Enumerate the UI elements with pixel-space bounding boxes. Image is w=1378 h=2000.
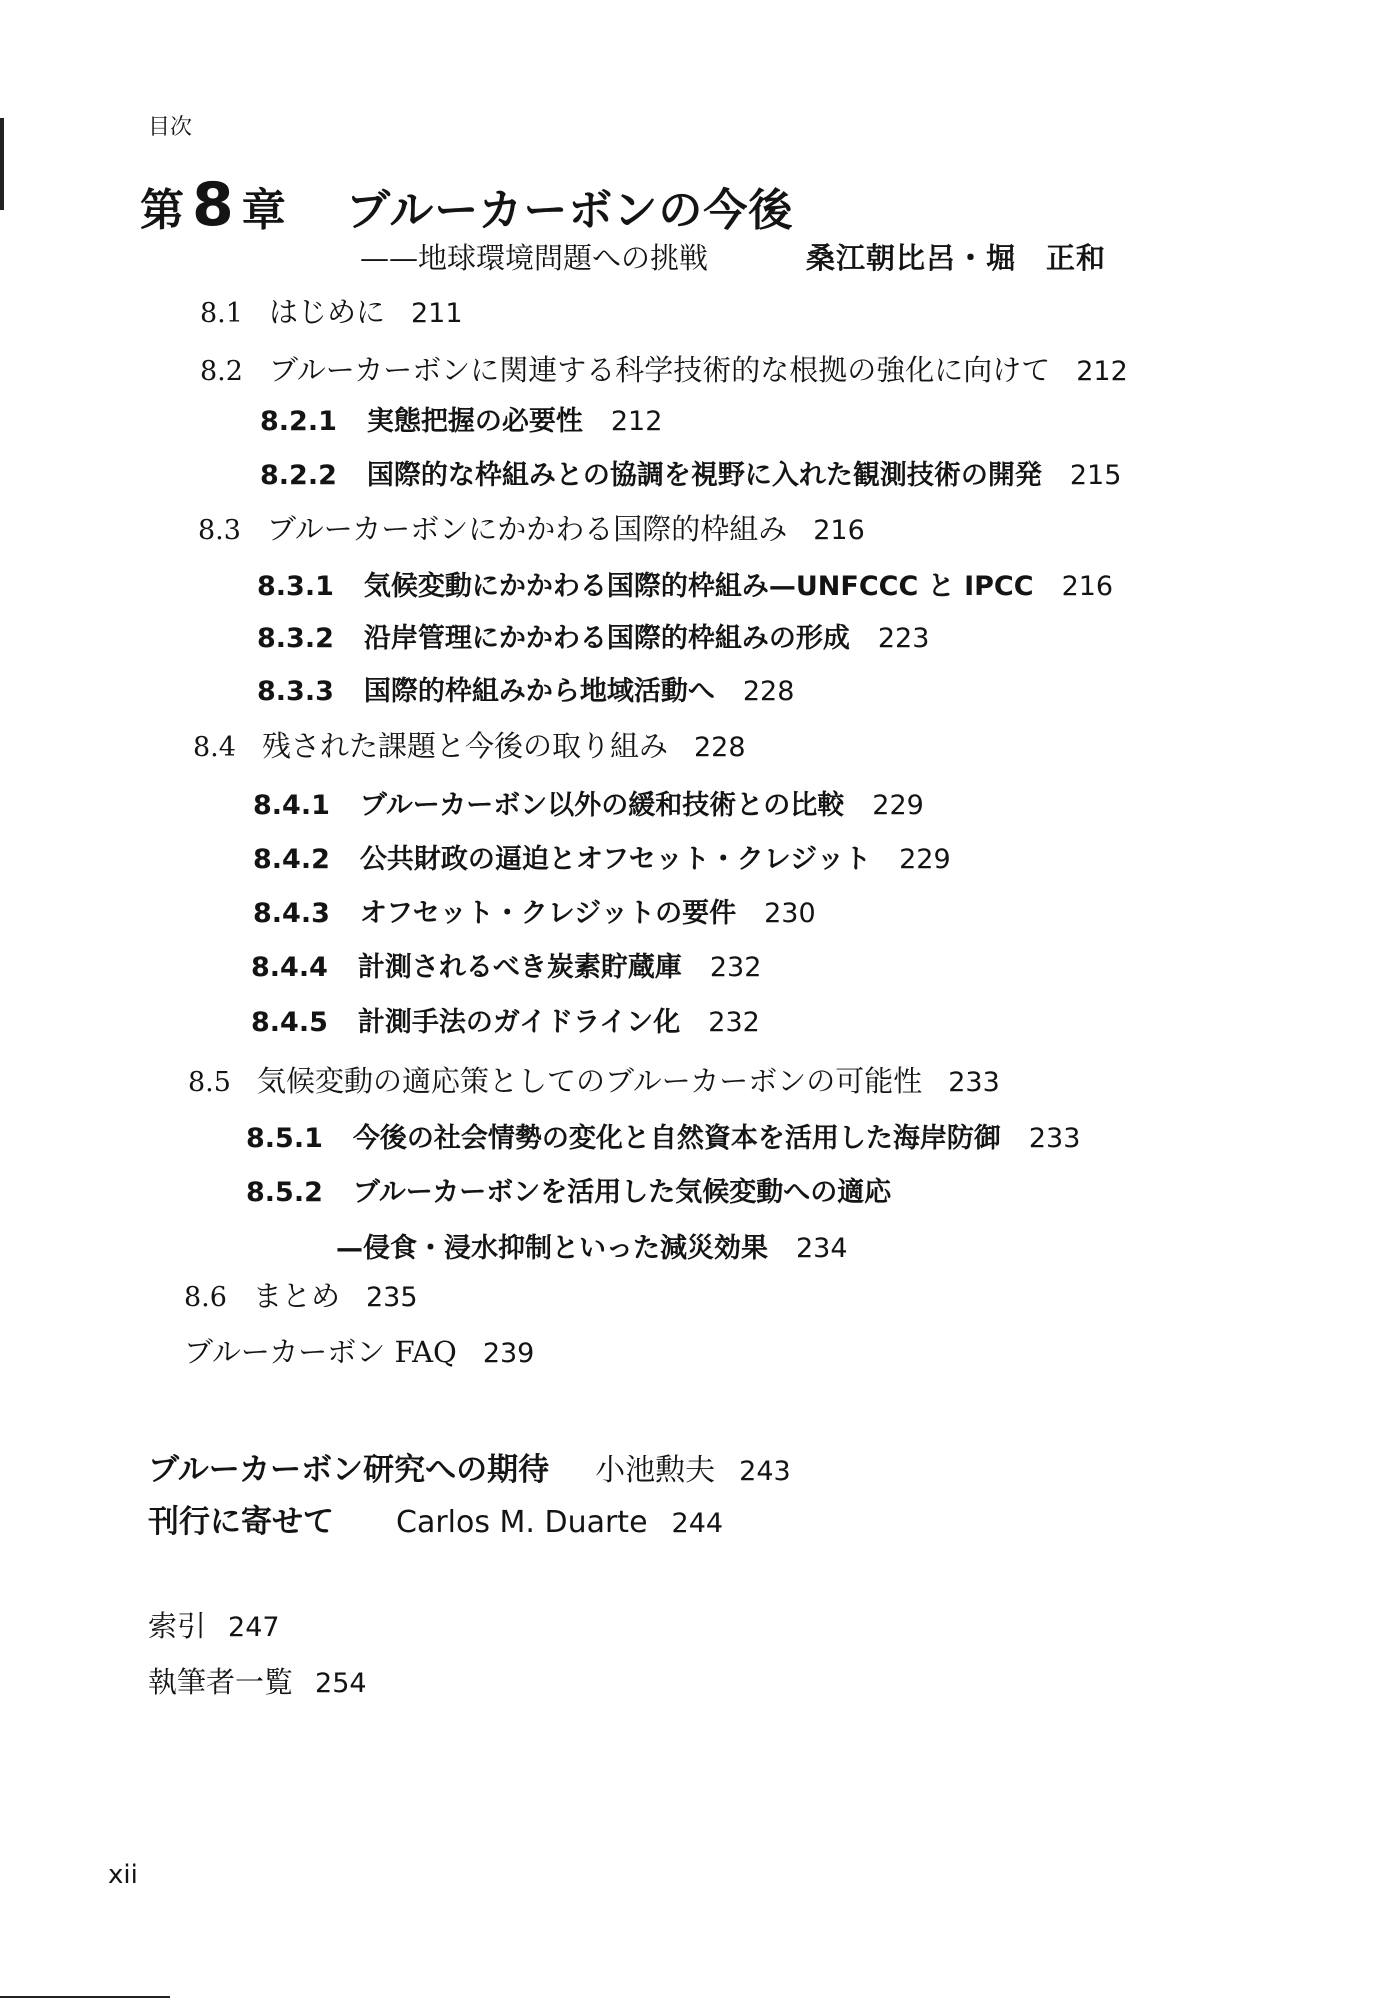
toc-subsection-8-5-2-line2[interactable] (336, 1226, 848, 1265)
section-page: 235 (365, 1282, 418, 1313)
subsection-page: 230 (764, 898, 816, 929)
section-number: 8.1 (200, 298, 243, 329)
section-title: ブルーカーボンにかかわる国際的枠組み (266, 512, 788, 546)
subsection-number: 8.5.2 (246, 1177, 323, 1208)
scan-edge-left (0, 118, 4, 210)
subsection-number: 8.4.1 (253, 790, 330, 821)
toc-subsection-8-5-2[interactable] (246, 1170, 891, 1209)
subsection-title: 実態把握の必要性 (366, 406, 583, 437)
chapter-label-pre: 第 (140, 185, 186, 236)
section-number: 8.2 (200, 356, 243, 387)
subsection-page: 232 (709, 952, 762, 983)
subsection-number: 8.2.1 (260, 406, 337, 437)
chapter-authors: 桑江朝比呂・堀 正和 (806, 241, 1107, 275)
back-matter-page: 244 (671, 1508, 724, 1539)
section-number: 8.4 (193, 732, 236, 763)
toc-section-8-6[interactable] (184, 1274, 418, 1315)
toc-section-8-3[interactable] (198, 507, 865, 548)
section-number: 8.3 (198, 515, 241, 546)
running-head: 目次 (148, 115, 193, 140)
subsection-page: 234 (796, 1233, 848, 1264)
section-title: ブルーカーボン FAQ (184, 1335, 457, 1369)
toc-back-matter-foreword[interactable] (148, 1496, 723, 1541)
back-matter-title: 刊行に寄せて (148, 1504, 334, 1540)
toc-subsection-8-4-2[interactable] (253, 837, 951, 876)
section-number: 8.6 (184, 1282, 227, 1313)
toc-back-matter-expectations[interactable] (148, 1444, 791, 1489)
subsection-title: 気候変動にかかわる国際的枠組み—UNFCCC と IPCC (363, 571, 1034, 602)
subsection-title: オフセット・クレジットの要件 (359, 898, 737, 929)
subsection-number: 8.2.2 (260, 460, 337, 491)
subsection-number: 8.3.2 (257, 623, 334, 654)
subsection-title: 沿岸管理にかかわる国際的枠組みの形成 (363, 623, 850, 654)
toc-section-8-1[interactable] (200, 290, 463, 331)
scan-edge-bottom (0, 1996, 170, 1998)
subsection-title: 計測されるべき炭素貯蔵庫 (357, 952, 682, 983)
toc-contributors[interactable] (148, 1660, 367, 1701)
section-number: 8.5 (188, 1067, 231, 1098)
toc-subsection-8-3-2[interactable] (257, 616, 929, 655)
subsection-title-line2: —侵食・浸水抑制といった減災効果 (336, 1233, 768, 1264)
index-page: 254 (315, 1668, 367, 1699)
subsection-page: 212 (610, 406, 663, 437)
section-title: 気候変動の適応策としてのブルーカーボンの可能性 (256, 1064, 923, 1098)
toc-subsection-8-5-1[interactable] (246, 1116, 1080, 1155)
toc-subsection-8-4-4[interactable] (251, 945, 761, 984)
subsection-page: 232 (708, 1007, 760, 1038)
chapter-subtitle: ——地球環境問題への挑戦 (360, 241, 709, 275)
chapter-number: 8 (192, 170, 236, 240)
chapter-label (140, 170, 288, 240)
section-page: 211 (410, 298, 463, 329)
section-page: 212 (1076, 356, 1128, 387)
toc-subsection-8-3-3[interactable] (257, 669, 794, 708)
section-page: 216 (813, 515, 865, 546)
subsection-number: 8.5.1 (246, 1123, 323, 1154)
chapter-title: ブルーカーボンの今後 (346, 185, 794, 236)
toc-subsection-8-4-5[interactable] (251, 1000, 760, 1039)
subsection-number: 8.4.4 (251, 952, 328, 983)
back-matter-page: 243 (739, 1456, 791, 1487)
toc-section-8-4[interactable] (193, 724, 746, 765)
toc-section-8-2[interactable] (200, 348, 1128, 389)
toc-subsection-8-3-1[interactable] (257, 564, 1113, 603)
section-title: はじめに (268, 295, 385, 329)
subsection-title: 国際的枠組みから地域活動へ (363, 676, 715, 707)
subsection-title: 国際的な枠組みとの協調を視野に入れた観測技術の開発 (366, 460, 1042, 491)
subsection-number: 8.3.3 (257, 676, 334, 707)
back-matter-author: 小池勲夫 (595, 1453, 716, 1488)
page-number: xii (108, 1860, 138, 1890)
subsection-page: 216 (1061, 571, 1114, 602)
toc-section-8-5[interactable] (188, 1059, 1000, 1100)
index-title: 索引 (148, 1609, 207, 1643)
toc-subsection-8-2-1[interactable] (260, 399, 662, 438)
section-title: 残された課題と今後の取り組み (261, 729, 668, 763)
subsection-number: 8.3.1 (257, 571, 334, 602)
subsection-number: 8.4.5 (251, 1007, 328, 1038)
back-matter-title: ブルーカーボン研究への期待 (148, 1452, 550, 1488)
subsection-number: 8.4.2 (253, 844, 330, 875)
section-title: ブルーカーボンに関連する科学技術的な根拠の強化に向けて (268, 353, 1051, 387)
subsection-page: 215 (1069, 460, 1122, 491)
subsection-page: 229 (899, 844, 951, 875)
toc-subsection-8-4-1[interactable] (253, 783, 924, 822)
subsection-page: 233 (1028, 1123, 1081, 1154)
subsection-page: 228 (742, 676, 795, 707)
subsection-title: 計測手法のガイドライン化 (357, 1007, 681, 1038)
subsection-title: 公共財政の逼迫とオフセット・クレジット (359, 844, 872, 875)
toc-subsection-8-4-3[interactable] (253, 891, 816, 930)
subsection-page: 223 (877, 623, 930, 654)
back-matter-author: Carlos M. Duarte (396, 1505, 648, 1540)
subsection-title: 今後の社会情勢の変化と自然資本を活用した海岸防御 (352, 1123, 1001, 1154)
toc-index[interactable] (148, 1604, 280, 1645)
section-page: 228 (693, 732, 746, 763)
index-page: 247 (228, 1612, 280, 1643)
section-page: 233 (948, 1067, 1000, 1098)
subsection-page: 229 (872, 790, 924, 821)
index-title: 執筆者一覧 (148, 1665, 294, 1699)
chapter-label-post: 章 (241, 185, 288, 236)
toc-section-faq[interactable] (184, 1330, 534, 1371)
toc-subsection-8-2-2[interactable] (260, 453, 1121, 492)
subsection-title: ブルーカーボン以外の緩和技術との比較 (359, 790, 845, 821)
section-page: 239 (482, 1338, 535, 1369)
subsection-number: 8.4.3 (253, 898, 330, 929)
section-title: まとめ (252, 1279, 340, 1313)
subsection-title: ブルーカーボンを活用した気候変動への適応 (352, 1177, 892, 1208)
